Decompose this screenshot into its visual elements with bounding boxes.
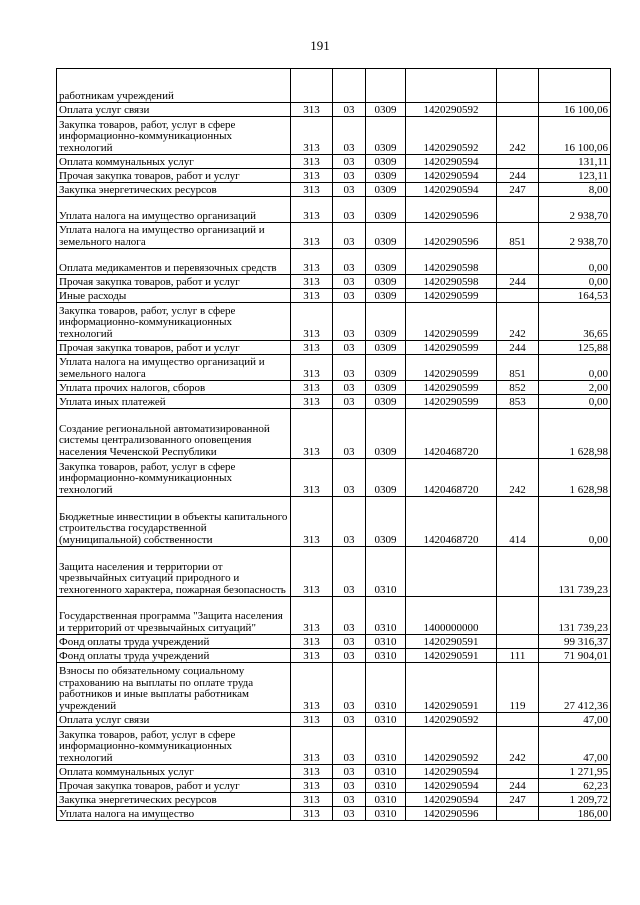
row-sum-cell: 0,00 xyxy=(539,355,611,381)
row-pr-cell: 0310 xyxy=(366,663,406,713)
row-pr-cell: 0309 xyxy=(366,249,406,275)
row-name-cell: Закупка энергетических ресурсов xyxy=(57,183,291,197)
table-row xyxy=(57,197,611,223)
row-rz-cell: 03 xyxy=(333,713,366,727)
row-csr-cell: 1420290592 xyxy=(406,727,497,765)
row-sum-cell: 123,11 xyxy=(539,169,611,183)
table-row xyxy=(57,649,611,663)
row-ved-cell: 313 xyxy=(291,497,333,547)
table-row xyxy=(57,155,611,169)
row-csr-cell: 1420290594 xyxy=(406,779,497,793)
row-pr-cell: 0310 xyxy=(366,765,406,779)
row-sum-cell: 16 100,06 xyxy=(539,103,611,117)
row-vr-cell xyxy=(497,69,539,103)
table-row xyxy=(57,249,611,275)
row-pr-cell: 0309 xyxy=(366,381,406,395)
row-name-cell: Прочая закупка товаров, работ и услуг xyxy=(57,779,291,793)
row-ved-cell: 313 xyxy=(291,303,333,341)
row-pr-cell: 0309 xyxy=(366,169,406,183)
row-ved-cell: 313 xyxy=(291,409,333,459)
row-rz-cell: 03 xyxy=(333,155,366,169)
row-csr-cell xyxy=(406,69,497,103)
row-csr-cell: 1420290591 xyxy=(406,635,497,649)
row-pr-cell: 0309 xyxy=(366,197,406,223)
row-csr-cell: 1420290594 xyxy=(406,155,497,169)
table-row xyxy=(57,303,611,341)
row-name-cell: Уплата налога на имущество организаций xyxy=(57,197,291,223)
row-ved-cell: 313 xyxy=(291,459,333,497)
table-row xyxy=(57,381,611,395)
row-vr-cell: 851 xyxy=(497,355,539,381)
row-pr-cell xyxy=(366,69,406,103)
page-number: 191 xyxy=(310,38,330,53)
row-csr-cell: 1420290599 xyxy=(406,381,497,395)
row-csr-cell: 1420290599 xyxy=(406,341,497,355)
row-ved-cell: 313 xyxy=(291,381,333,395)
row-name-cell: Оплата услуг связи xyxy=(57,713,291,727)
row-ved-cell: 313 xyxy=(291,341,333,355)
row-csr-cell: 1420290594 xyxy=(406,169,497,183)
row-ved-cell: 313 xyxy=(291,183,333,197)
row-vr-cell: 244 xyxy=(497,779,539,793)
table-row xyxy=(57,497,611,547)
row-csr-cell: 1420290599 xyxy=(406,303,497,341)
row-sum-cell: 47,00 xyxy=(539,713,611,727)
row-csr-cell: 1420290598 xyxy=(406,275,497,289)
row-name-cell: Оплата медикаментов и перевязочных средств xyxy=(57,249,291,275)
row-csr-cell xyxy=(406,547,497,597)
table-row xyxy=(57,547,611,597)
row-vr-cell: 244 xyxy=(497,341,539,355)
row-name-cell: Закупка энергетических ресурсов xyxy=(57,793,291,807)
row-csr-cell: 1420290596 xyxy=(406,807,497,821)
row-csr-cell: 1420290599 xyxy=(406,355,497,381)
row-vr-cell xyxy=(497,765,539,779)
row-csr-cell: 1420290599 xyxy=(406,395,497,409)
table-row xyxy=(57,459,611,497)
row-vr-cell: 414 xyxy=(497,497,539,547)
row-vr-cell xyxy=(497,155,539,169)
row-name-cell: Защита населения и территории от чрезвычайных ситуаций природного и техногенного характера, пожарная безопасность xyxy=(57,547,291,597)
row-rz-cell: 03 xyxy=(333,197,366,223)
row-pr-cell: 0309 xyxy=(366,303,406,341)
row-pr-cell: 0309 xyxy=(366,183,406,197)
row-name-cell: Закупка товаров, работ, услуг в сфере информационно-коммуникационных технологий xyxy=(57,459,291,497)
row-csr-cell: 1420290591 xyxy=(406,663,497,713)
row-vr-cell xyxy=(497,547,539,597)
row-sum-cell: 36,65 xyxy=(539,303,611,341)
row-sum-cell: 186,00 xyxy=(539,807,611,821)
row-sum-cell: 47,00 xyxy=(539,727,611,765)
row-sum-cell: 125,88 xyxy=(539,341,611,355)
row-sum-cell: 27 412,36 xyxy=(539,663,611,713)
row-name-cell: Создание региональной автоматизированной системы централизованного оповещения населения Чеченской Республики xyxy=(57,409,291,459)
table-row xyxy=(57,103,611,117)
table-row xyxy=(57,289,611,303)
table-row xyxy=(57,793,611,807)
row-rz-cell: 03 xyxy=(333,249,366,275)
table-row xyxy=(57,395,611,409)
row-csr-cell: 1420290599 xyxy=(406,289,497,303)
row-sum-cell: 131,11 xyxy=(539,155,611,169)
table-row xyxy=(57,765,611,779)
row-rz-cell: 03 xyxy=(333,649,366,663)
row-ved-cell: 313 xyxy=(291,395,333,409)
row-vr-cell: 853 xyxy=(497,395,539,409)
row-pr-cell: 0310 xyxy=(366,713,406,727)
table-row xyxy=(57,183,611,197)
row-sum-cell: 16 100,06 xyxy=(539,117,611,155)
row-pr-cell: 0310 xyxy=(366,597,406,635)
row-pr-cell: 0309 xyxy=(366,275,406,289)
row-sum-cell: 131 739,23 xyxy=(539,547,611,597)
row-sum-cell: 2,00 xyxy=(539,381,611,395)
row-name-cell: Фонд оплаты труда учреждений xyxy=(57,649,291,663)
row-name-cell: Государственная программа "Защита населения и территорий от чрезвычайных ситуаций" xyxy=(57,597,291,635)
row-rz-cell xyxy=(333,69,366,103)
row-sum-cell: 99 316,37 xyxy=(539,635,611,649)
row-csr-cell: 1420290596 xyxy=(406,197,497,223)
row-rz-cell: 03 xyxy=(333,663,366,713)
row-rz-cell: 03 xyxy=(333,289,366,303)
row-rz-cell: 03 xyxy=(333,727,366,765)
row-sum-cell: 1 209,72 xyxy=(539,793,611,807)
table-row xyxy=(57,69,611,103)
row-vr-cell: 247 xyxy=(497,183,539,197)
table-row xyxy=(57,779,611,793)
row-pr-cell: 0309 xyxy=(366,497,406,547)
row-pr-cell: 0309 xyxy=(366,459,406,497)
table-row xyxy=(57,355,611,381)
row-ved-cell: 313 xyxy=(291,779,333,793)
row-rz-cell: 03 xyxy=(333,497,366,547)
row-vr-cell: 851 xyxy=(497,223,539,249)
row-rz-cell: 03 xyxy=(333,223,366,249)
row-sum-cell: 8,00 xyxy=(539,183,611,197)
row-sum-cell xyxy=(539,69,611,103)
row-rz-cell: 03 xyxy=(333,381,366,395)
row-ved-cell: 313 xyxy=(291,249,333,275)
row-rz-cell: 03 xyxy=(333,459,366,497)
row-vr-cell: 242 xyxy=(497,117,539,155)
budget-table xyxy=(56,68,611,821)
row-sum-cell: 0,00 xyxy=(539,395,611,409)
row-vr-cell xyxy=(497,597,539,635)
row-ved-cell: 313 xyxy=(291,197,333,223)
row-ved-cell: 313 xyxy=(291,713,333,727)
row-ved-cell: 313 xyxy=(291,547,333,597)
row-vr-cell: 119 xyxy=(497,663,539,713)
row-vr-cell xyxy=(497,635,539,649)
row-pr-cell: 0310 xyxy=(366,807,406,821)
table-row xyxy=(57,169,611,183)
row-ved-cell: 313 xyxy=(291,169,333,183)
row-ved-cell: 313 xyxy=(291,807,333,821)
row-pr-cell: 0309 xyxy=(366,409,406,459)
row-csr-cell: 1420290594 xyxy=(406,793,497,807)
table-row xyxy=(57,807,611,821)
row-name-cell: Уплата налога на имущество xyxy=(57,807,291,821)
row-vr-cell xyxy=(497,807,539,821)
row-sum-cell: 0,00 xyxy=(539,275,611,289)
row-name-cell: Прочая закупка товаров, работ и услуг xyxy=(57,341,291,355)
row-rz-cell: 03 xyxy=(333,355,366,381)
row-ved-cell: 313 xyxy=(291,103,333,117)
table-body xyxy=(57,69,611,821)
table-row xyxy=(57,341,611,355)
row-rz-cell: 03 xyxy=(333,793,366,807)
row-sum-cell: 0,00 xyxy=(539,497,611,547)
row-csr-cell: 1420468720 xyxy=(406,409,497,459)
row-vr-cell xyxy=(497,409,539,459)
row-rz-cell: 03 xyxy=(333,635,366,649)
row-pr-cell: 0310 xyxy=(366,727,406,765)
row-ved-cell: 313 xyxy=(291,275,333,289)
row-sum-cell: 1 628,98 xyxy=(539,409,611,459)
table-row xyxy=(57,597,611,635)
row-sum-cell: 0,00 xyxy=(539,249,611,275)
row-rz-cell: 03 xyxy=(333,409,366,459)
row-ved-cell: 313 xyxy=(291,793,333,807)
row-csr-cell: 1420290592 xyxy=(406,117,497,155)
row-name-cell: Закупка товаров, работ, услуг в сфере информационно-коммуникационных технологий xyxy=(57,117,291,155)
table-row xyxy=(57,117,611,155)
row-ved-cell: 313 xyxy=(291,597,333,635)
row-csr-cell: 1420290591 xyxy=(406,649,497,663)
row-pr-cell: 0309 xyxy=(366,341,406,355)
row-sum-cell: 2 938,70 xyxy=(539,223,611,249)
row-csr-cell: 1400000000 xyxy=(406,597,497,635)
row-name-cell: Закупка товаров, работ, услуг в сфере информационно-коммуникационных технологий xyxy=(57,727,291,765)
row-rz-cell: 03 xyxy=(333,597,366,635)
row-rz-cell: 03 xyxy=(333,183,366,197)
row-rz-cell: 03 xyxy=(333,547,366,597)
row-sum-cell: 2 938,70 xyxy=(539,197,611,223)
table-row xyxy=(57,713,611,727)
row-ved-cell: 313 xyxy=(291,649,333,663)
row-rz-cell: 03 xyxy=(333,395,366,409)
row-pr-cell: 0310 xyxy=(366,649,406,663)
row-rz-cell: 03 xyxy=(333,275,366,289)
row-pr-cell: 0310 xyxy=(366,793,406,807)
row-pr-cell: 0309 xyxy=(366,395,406,409)
row-sum-cell: 71 904,01 xyxy=(539,649,611,663)
row-pr-cell: 0309 xyxy=(366,103,406,117)
row-ved-cell: 313 xyxy=(291,289,333,303)
row-sum-cell: 164,53 xyxy=(539,289,611,303)
row-vr-cell: 242 xyxy=(497,303,539,341)
row-vr-cell xyxy=(497,249,539,275)
row-name-cell: Уплата иных платежей xyxy=(57,395,291,409)
row-name-cell: Бюджетные инвестиции в объекты капитального строительства государственной (муниципальной) собственности xyxy=(57,497,291,547)
row-name-cell: Уплата прочих налогов, сборов xyxy=(57,381,291,395)
table-row xyxy=(57,275,611,289)
row-rz-cell: 03 xyxy=(333,117,366,155)
row-ved-cell: 313 xyxy=(291,355,333,381)
row-csr-cell: 1420290592 xyxy=(406,103,497,117)
row-ved-cell: 313 xyxy=(291,155,333,169)
table-row xyxy=(57,409,611,459)
row-rz-cell: 03 xyxy=(333,169,366,183)
row-ved-cell: 313 xyxy=(291,117,333,155)
row-rz-cell: 03 xyxy=(333,779,366,793)
row-name-cell: Уплата налога на имущество организаций и земельного налога xyxy=(57,223,291,249)
row-vr-cell: 244 xyxy=(497,275,539,289)
row-ved-cell: 313 xyxy=(291,663,333,713)
row-vr-cell: 244 xyxy=(497,169,539,183)
row-csr-cell: 1420290598 xyxy=(406,249,497,275)
row-csr-cell: 1420290596 xyxy=(406,223,497,249)
row-csr-cell: 1420290594 xyxy=(406,183,497,197)
row-name-cell: Закупка товаров, работ, услуг в сфере информационно-коммуникационных технологий xyxy=(57,303,291,341)
row-sum-cell: 1 628,98 xyxy=(539,459,611,497)
row-name-cell: Оплата коммунальных услуг xyxy=(57,765,291,779)
row-rz-cell: 03 xyxy=(333,807,366,821)
table-row xyxy=(57,663,611,713)
row-vr-cell xyxy=(497,289,539,303)
row-vr-cell xyxy=(497,103,539,117)
row-name-cell: работникам учреждений xyxy=(57,69,291,103)
row-csr-cell: 1420290594 xyxy=(406,765,497,779)
table-row xyxy=(57,727,611,765)
row-ved-cell: 313 xyxy=(291,765,333,779)
row-vr-cell: 247 xyxy=(497,793,539,807)
row-csr-cell: 1420290592 xyxy=(406,713,497,727)
row-pr-cell: 0309 xyxy=(366,155,406,169)
row-rz-cell: 03 xyxy=(333,303,366,341)
row-vr-cell: 242 xyxy=(497,727,539,765)
row-pr-cell: 0309 xyxy=(366,117,406,155)
row-name-cell: Оплата услуг связи xyxy=(57,103,291,117)
row-sum-cell: 62,23 xyxy=(539,779,611,793)
row-pr-cell: 0310 xyxy=(366,779,406,793)
row-csr-cell: 1420468720 xyxy=(406,459,497,497)
row-name-cell: Уплата налога на имущество организаций и земельного налога xyxy=(57,355,291,381)
row-pr-cell: 0310 xyxy=(366,547,406,597)
row-name-cell: Взносы по обязательному социальному страхованию на выплаты по оплате труда работников и иные выплаты работникам учреждений xyxy=(57,663,291,713)
row-vr-cell xyxy=(497,713,539,727)
row-sum-cell: 1 271,95 xyxy=(539,765,611,779)
row-name-cell: Иные расходы xyxy=(57,289,291,303)
row-csr-cell: 1420468720 xyxy=(406,497,497,547)
row-pr-cell: 0309 xyxy=(366,355,406,381)
row-vr-cell: 111 xyxy=(497,649,539,663)
row-sum-cell: 131 739,23 xyxy=(539,597,611,635)
row-vr-cell: 852 xyxy=(497,381,539,395)
row-name-cell: Прочая закупка товаров, работ и услуг xyxy=(57,275,291,289)
row-name-cell: Прочая закупка товаров, работ и услуг xyxy=(57,169,291,183)
row-name-cell: Оплата коммунальных услуг xyxy=(57,155,291,169)
row-pr-cell: 0309 xyxy=(366,223,406,249)
table-row xyxy=(57,635,611,649)
table-row xyxy=(57,223,611,249)
row-vr-cell xyxy=(497,197,539,223)
row-rz-cell: 03 xyxy=(333,103,366,117)
row-ved-cell: 313 xyxy=(291,727,333,765)
row-name-cell: Фонд оплаты труда учреждений xyxy=(57,635,291,649)
row-pr-cell: 0309 xyxy=(366,289,406,303)
row-ved-cell: 313 xyxy=(291,223,333,249)
row-rz-cell: 03 xyxy=(333,765,366,779)
row-vr-cell: 242 xyxy=(497,459,539,497)
row-ved-cell xyxy=(291,69,333,103)
row-rz-cell: 03 xyxy=(333,341,366,355)
row-ved-cell: 313 xyxy=(291,635,333,649)
row-pr-cell: 0310 xyxy=(366,635,406,649)
